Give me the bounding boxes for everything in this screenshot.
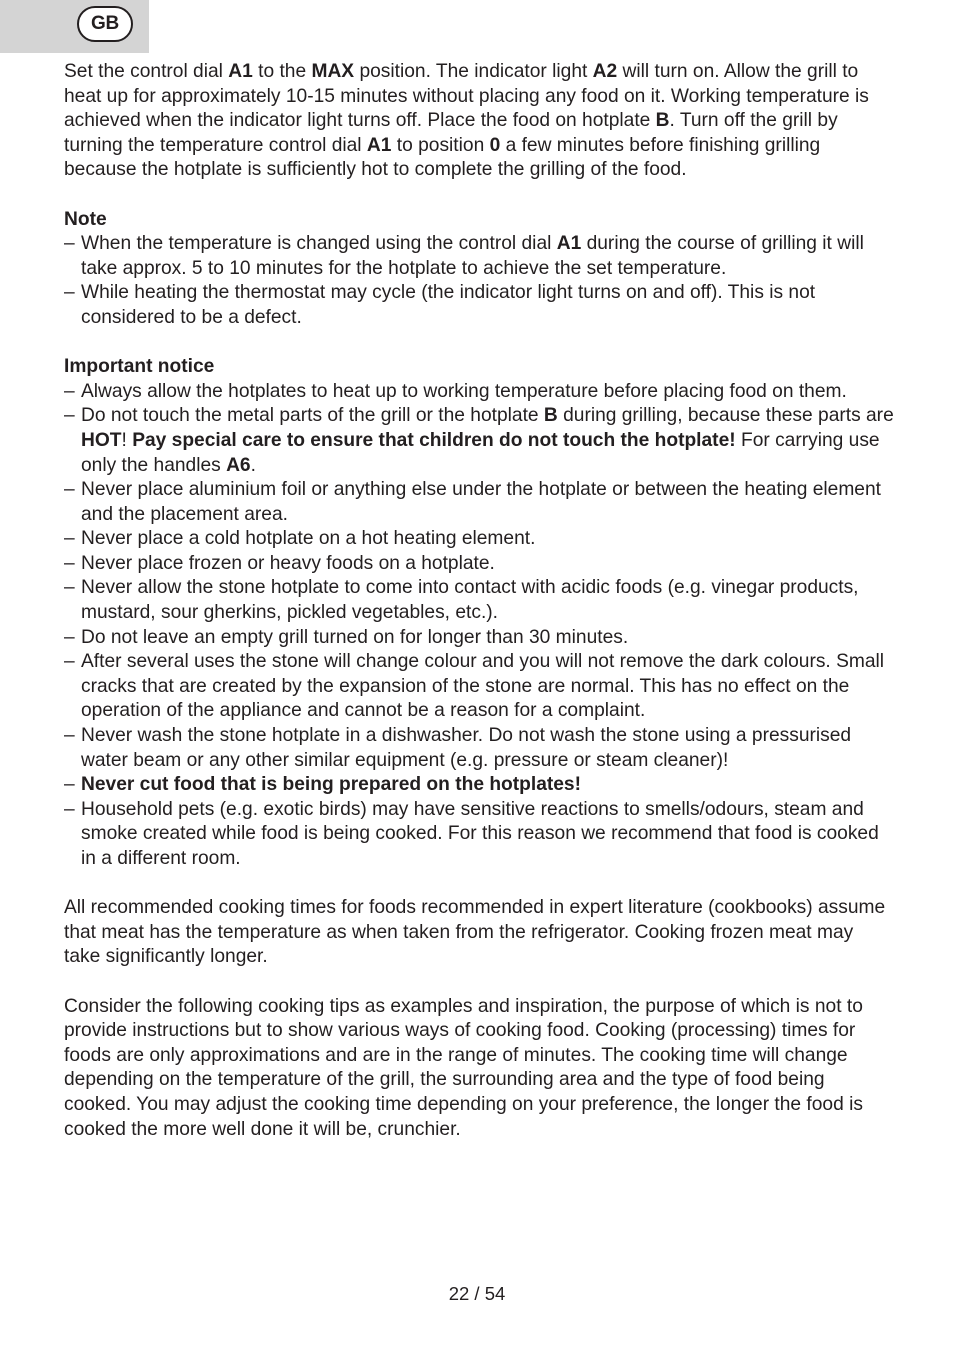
list-item: – Never place a cold hotplate on a hot heating element.: [64, 528, 536, 550]
language-badge: GB: [77, 6, 133, 42]
list-item: – Do not leave an empty grill turned on for longer than 30 minutes.: [64, 626, 629, 648]
list-item: – After several uses the stone will change colour and you will not remove the dark colours. Small cracks that are created by the expansion of the stone are normal. This has no effect on the operation of the appliance and cannot be a reason for a complaint.: [64, 651, 885, 722]
note-list: [64, 232, 894, 330]
note-heading: Note: [64, 208, 107, 230]
list-item: – Never place aluminium foil or anything else under the hotplate or between the heating element and the placement area.: [64, 479, 881, 525]
list-item: – Never cut food that is being prepared on the hotplates!: [64, 774, 581, 796]
language-tab: [0, 0, 149, 53]
list-item: – Household pets (e.g. exotic birds) may have sensitive reactions to smells/odours, steam and smoke created while food is being cooked. For this reason we recommend that food is cooked in a different room.: [64, 798, 879, 869]
list-item: – When the temperature is changed using the control dial A1 during the course of grilling it will take approx. 5 to 10 minutes for the hotplate to achieve the set temperature.: [64, 233, 864, 279]
list-item: – Never wash the stone hotplate in a dishwasher. Do not wash the stone using a pressurised water beam or any other similar equipment (e.g. pressure or steam cleaner)!: [64, 725, 852, 771]
page-content: [64, 60, 894, 1142]
page-number: 22 / 54: [448, 1283, 506, 1304]
cooking-tips-paragraph: Consider the following cooking tips as examples and inspiration, the purpose of which is not to provide instructions but to show various ways of cooking food. Cooking (processing) times for foods are only approximations and are in the range of minutes. The cooking time will change depending on the temperature of the grill, the surrounding area and the type of food being cooked. You may adjust the cooking time depending on your preference, the longer the food is cooked the more well done it will be, crunchier.: [64, 995, 863, 1140]
cooking-times-paragraph: All recommended cooking times for foods recommended in expert literature (cookbooks) assume that meat has the temperature as when taken from the refrigerator. Cooking frozen meat may take significantly longer.: [64, 897, 886, 968]
list-item: – Never allow the stone hotplate to come into contact with acidic foods (e.g. vinegar products, mustard, sour gherkins, pickled vegetables, etc.).: [64, 577, 859, 624]
important-notice-list: [64, 380, 894, 872]
important-notice-heading: Important notice: [64, 356, 215, 378]
list-item: – While heating the thermostat may cycle (the indicator light turns on and off). This is not considered to be a defect.: [64, 282, 816, 328]
intro-paragraph: Set the control dial A1 to the MAX position. The indicator light A2 will turn on. Allow the grill to heat up for approximately 10-15 minutes without placing any food on it. Working temperature is achieved when the indicator light turns off. Place the food on hotplate B. Turn off the grill by turning the temperature control dial A1 to position 0 a few minutes before finishing grilling because the hotplate is sufficiently hot to complete the grilling of the food.: [64, 61, 869, 181]
list-item: – Never place frozen or heavy foods on a hotplate.: [64, 552, 495, 574]
list-item: – Always allow the hotplates to heat up to working temperature before placing food on them.: [64, 380, 847, 402]
list-item: – Do not touch the metal parts of the grill or the hotplate B during grilling, because these parts are HOT! Pay special care to ensure that children do not touch the hotplate! For carrying use only the handles A6.: [64, 405, 894, 476]
